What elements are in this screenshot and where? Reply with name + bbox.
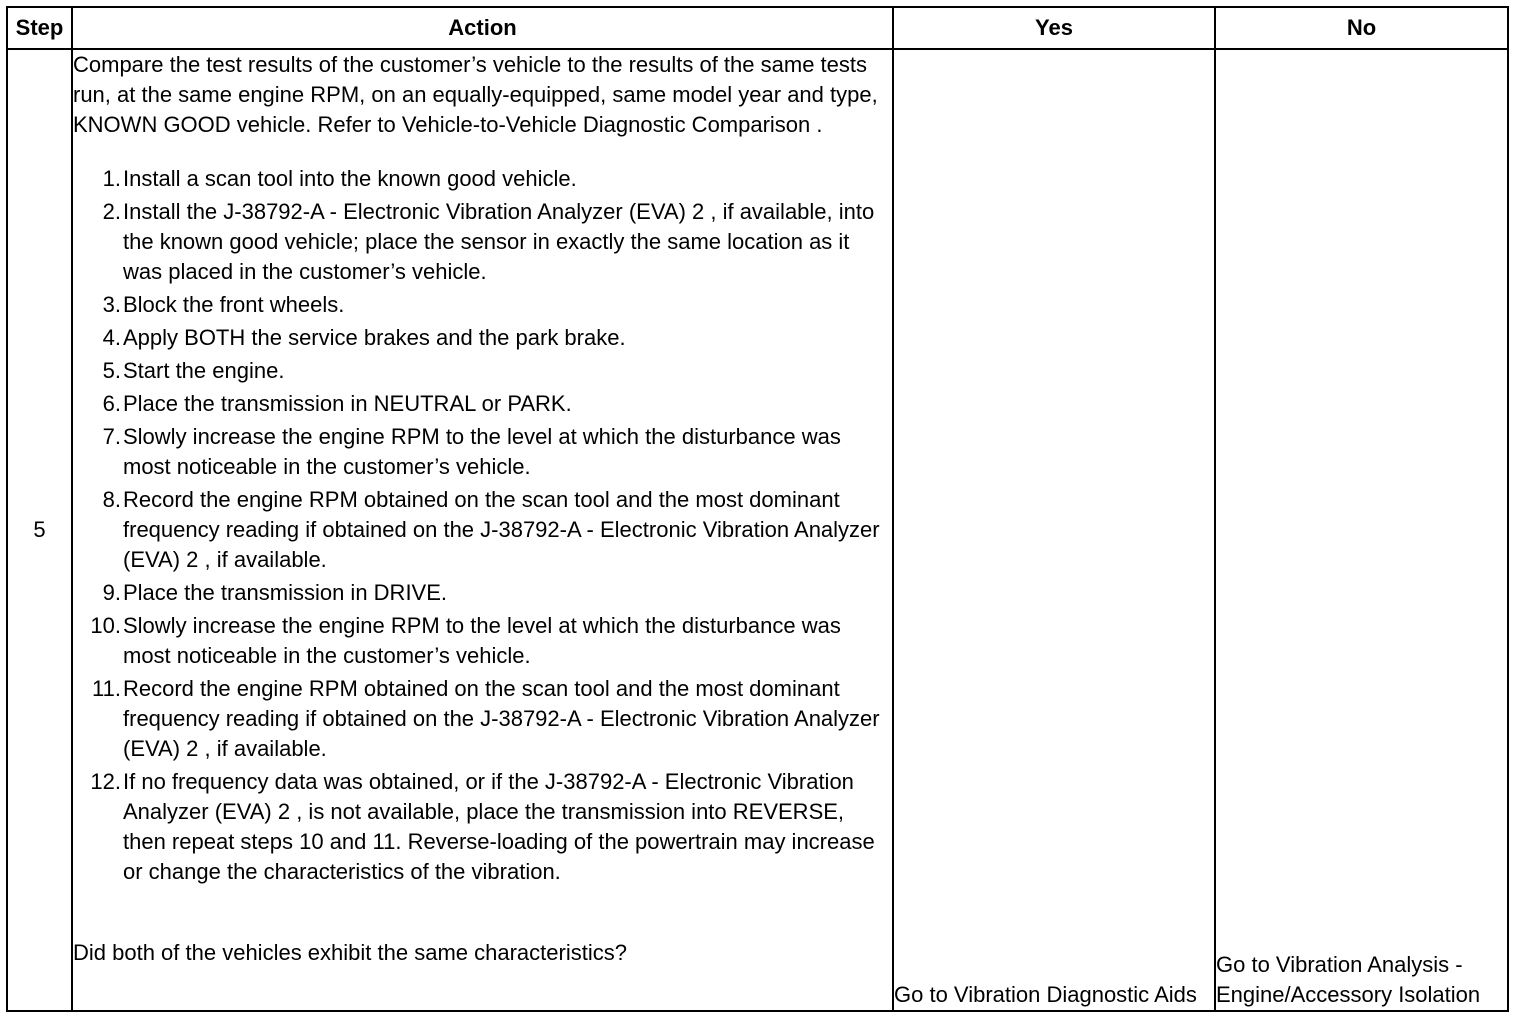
list-item [73,674,892,764]
list-item-text: Record the engine RPM obtained on the scan tool and the most dominant frequency reading if obtained on the J-38792-A - Electronic Vibration Analyzer (EVA) 2 , if available. [123,487,880,572]
procedure-list [73,164,892,890]
list-item-text: Place the transmission in NEUTRAL or PARK. [123,391,572,416]
list-item [73,485,892,575]
list-item-number: 12. [90,769,121,794]
list-item-text: Slowly increase the engine RPM to the level at which the disturbance was most noticeable in the customer’s vehicle. [123,424,841,479]
list-item-text: Install a scan tool into the known good vehicle. [123,166,577,191]
action-cell [72,49,893,1011]
list-item-number: 4. [102,325,121,350]
list-item-number: 5. [102,358,121,383]
list-item-number: 11. [92,676,121,701]
list-item [73,164,892,194]
no-result: Go to Vibration Analysis - Engine/Accessory Isolation [1215,49,1508,1011]
action-intro: Compare the test results of the customer’s vehicle to the results of the same tests run, at the same engine RPM, on an equally-equipped, same model year and type, KNOWN GOOD vehicle. Refer to Vehicle-to-Vehicle Diagnostic Comparison . [73,52,878,137]
header-step: Step [7,7,72,49]
table-row [7,49,1508,1011]
list-item-text: Block the front wheels. [123,292,345,317]
list-item-text: Install the J-38792-A - Electronic Vibration Analyzer (EVA) 2 , if available, into the known good vehicle; place the sensor in exactly the same location as it was placed in the customer’s vehicle. [123,199,875,284]
list-item-number: 3. [102,292,121,317]
list-item-text: Apply BOTH the service brakes and the park brake. [123,325,626,350]
list-item-number: 9. [102,580,121,605]
list-item [73,611,892,671]
diagnostic-table [6,6,1509,1012]
list-item [73,290,892,320]
list-item-number: 7. [102,424,121,449]
list-item [73,197,892,287]
list-item [73,356,892,386]
list-item-number: 10. [90,613,121,638]
list-item-number: 8. [102,487,121,512]
list-item-text: If no frequency data was obtained, or if the J-38792-A - Electronic Vibration Analyzer (EVA) 2 , is not available, place the transmission into REVERSE, then repeat steps 10 and 11. Reverse-loading of the powertrain may increase or change the characteristics of the vibration. [123,769,875,884]
list-item-number: 2. [102,199,121,224]
list-item-number: 1. [102,166,121,191]
list-item-text: Record the engine RPM obtained on the scan tool and the most dominant frequency reading if obtained on the J-38792-A - Electronic Vibration Analyzer (EVA) 2 , if available. [123,676,880,761]
header-yes: Yes [893,7,1215,49]
list-item [73,578,892,608]
list-item [73,323,892,353]
list-item-text: Place the transmission in DRIVE. [123,580,448,605]
step-number: 5 [7,49,72,1011]
list-item-number: 6. [102,391,121,416]
list-item-text: Start the engine. [123,358,285,383]
list-item [73,389,892,419]
header-no: No [1215,7,1508,49]
list-item [73,422,892,482]
action-question: Did both of the vehicles exhibit the same characteristics? [73,940,627,965]
header-action: Action [72,7,893,49]
list-item-text: Slowly increase the engine RPM to the level at which the disturbance was most noticeable in the customer’s vehicle. [123,613,841,668]
list-item [73,767,892,887]
yes-result: Go to Vibration Diagnostic Aids [893,49,1215,1011]
header-row [7,7,1508,49]
